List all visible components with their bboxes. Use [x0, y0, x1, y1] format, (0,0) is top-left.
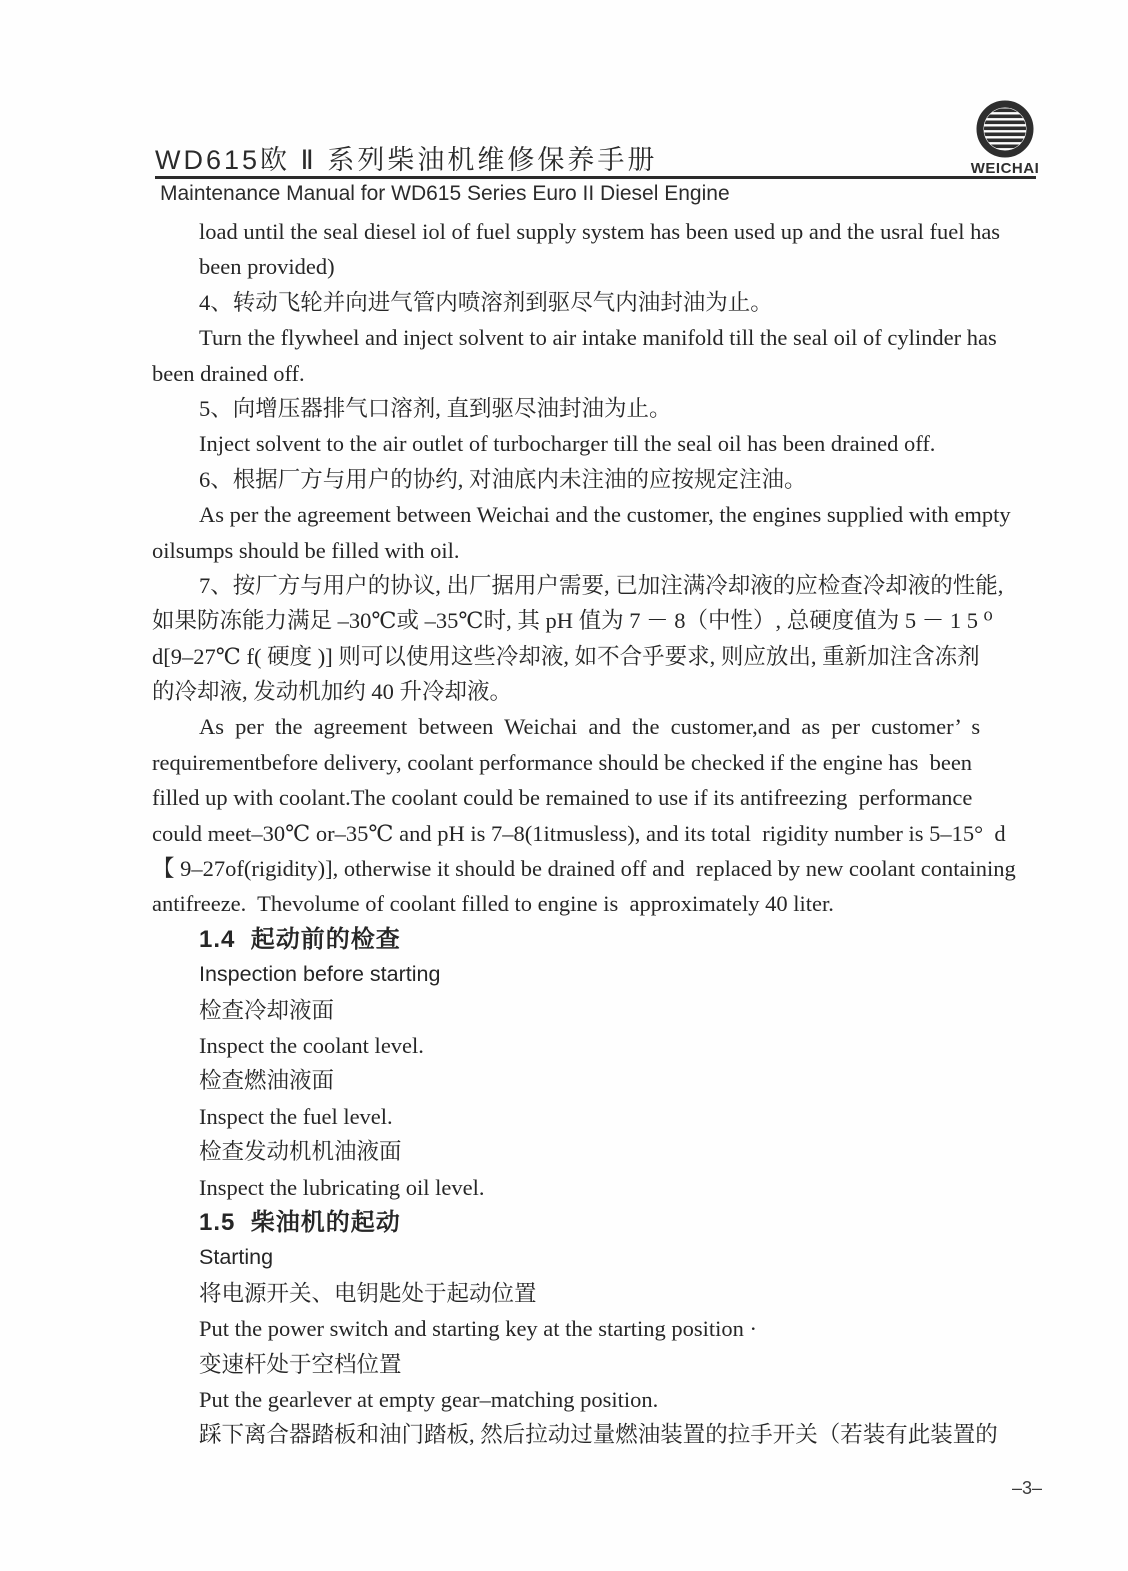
- weichai-logo: [968, 100, 1042, 177]
- text-line: 6、根据厂方与用户的协约, 对油底内未注油的应按规定注油。: [199, 466, 807, 492]
- weichai-globe-icon: [968, 100, 1042, 158]
- text-line: Turn the flywheel and inject solvent to air intake manifold till the seal oil of cylinder has: [199, 325, 997, 351]
- text-line: Put the power switch and starting key at the starting position ·: [199, 1316, 758, 1342]
- text-line: d[9–27℃ f( 硬度 )] 则可以使用这些冷却液, 如不合乎要求, 则应放出, 重新加注含冻剂: [152, 643, 980, 669]
- text-line: antifreeze. Thevolume of coolant filled to engine is approximately 40 liter.: [152, 891, 834, 917]
- text-line: oilsumps should be filled with oil.: [152, 537, 460, 563]
- text-line: 检查冷却液面: [199, 997, 335, 1023]
- text-line: Put the gearlever at empty gear–matching position.: [199, 1386, 659, 1412]
- text-line: filled up with coolant.The coolant could be remained to use if its antifreezing performance: [152, 785, 973, 811]
- text-line: 1.5 柴油机的起动: [199, 1208, 401, 1236]
- weichai-logo-text: WEICHAI: [970, 160, 1040, 177]
- text-line: As per the agreement between Weichai and the customer, the engines supplied with empty: [199, 502, 1011, 528]
- text-line: 7、按厂方与用户的协议, 出厂据用户需要, 已加注满冷却液的应检查冷却液的性能,: [199, 572, 1004, 598]
- document-body: [152, 214, 1052, 1453]
- text-line: 变速杆处于空档位置: [199, 1351, 402, 1377]
- text-line: could meet–30℃ or–35℃ and pH is 7–8(1itmusless), and its total rigidity number is 5–15° d: [152, 820, 1006, 846]
- text-line: been drained off.: [152, 360, 305, 386]
- text-line: 【 9–27of(rigidity)], otherwise it should be drained off and replaced by new coolant containing: [152, 856, 1016, 882]
- text-line: been provided): [199, 254, 335, 280]
- text-line: Inject solvent to the air outlet of turbocharger till the seal oil has been drained off.: [199, 431, 936, 457]
- text-line: 的冷却液, 发动机加约 40 升冷却液。: [152, 679, 513, 705]
- text-line: Inspect the lubricating oil level.: [199, 1174, 485, 1200]
- text-line: 5、向增压器排气口溶剂, 直到驱尽油封油为止。: [199, 395, 672, 421]
- text-line: Inspection before starting: [199, 962, 441, 987]
- text-line: As per the agreement between Weichai and the customer,and as per customer’ s: [199, 714, 981, 740]
- text-line: Starting: [199, 1245, 274, 1270]
- text-line: 4、转动飞轮并向进气管内喷溶剂到驱尽气内油封油为止。: [199, 289, 773, 315]
- header-divider: [155, 176, 1036, 179]
- manual-subtitle-en: Maintenance Manual for WD615 Series Euro II Diesel Engine: [160, 182, 730, 205]
- text-line: Inspect the fuel level.: [199, 1103, 393, 1129]
- text-line: 将电源开关、电钥匙处于起动位置: [199, 1280, 537, 1306]
- page-number: –3–: [1012, 1478, 1043, 1498]
- text-line: 检查发动机机油液面: [199, 1139, 402, 1165]
- manual-title-cn: WD615欧 Ⅱ 系列柴油机维修保养手册: [155, 145, 658, 175]
- text-line: 检查燃油液面: [199, 1068, 335, 1094]
- text-line: 如果防冻能力满足 –30℃或 –35℃时, 其 pH 值为 7 － 8（中性）, 总硬度值为 5 － 1 5 ⁰: [152, 608, 993, 634]
- text-line: Inspect the coolant level.: [199, 1032, 424, 1058]
- text-line: requirementbefore delivery, coolant performance should be checked if the engine has been: [152, 749, 973, 775]
- text-line: load until the seal diesel iol of fuel supply system has been used up and the usral fuel has: [199, 219, 1001, 244]
- text-line: 1.4 起动前的检查: [199, 925, 401, 953]
- text-line: 踩下离合器踏板和油门踏板, 然后拉动过量燃油装置的拉手开关（若装有此装置的: [199, 1422, 998, 1448]
